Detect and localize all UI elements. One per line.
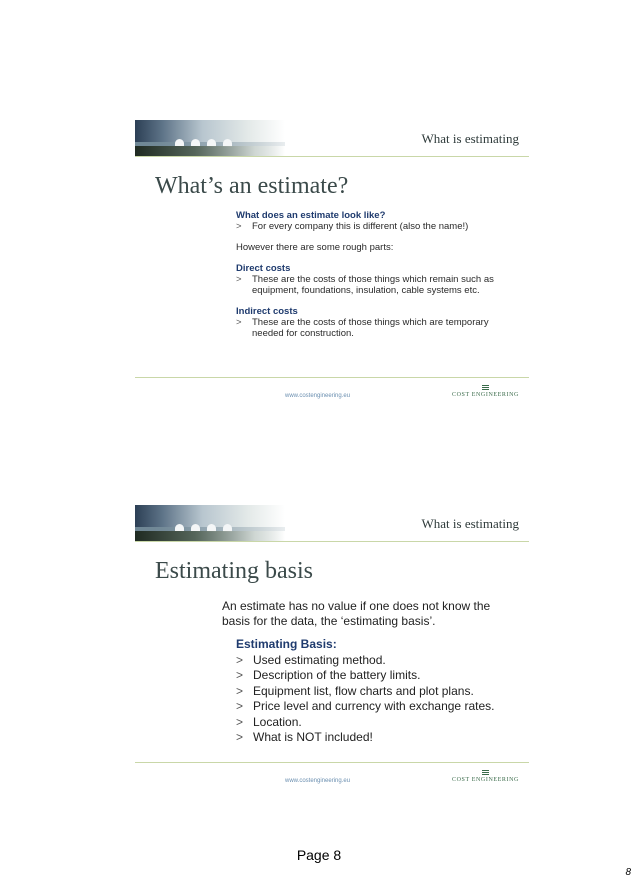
list-item: > What is NOT included! [236,730,529,746]
footer-divider [135,377,529,378]
bullet-item: > For every company this is different (also the name!) [236,221,511,232]
list-heading: Estimating Basis: [236,637,337,651]
page-number: 8 [625,867,631,878]
question-heading: What does an estimate look like? [236,210,386,221]
page-label: Page 8 [296,847,342,863]
logo-mark-icon [482,385,489,391]
slide-title: Estimating basis [155,558,313,584]
footer-url: www.costengineering.eu [285,778,351,784]
banner-title: What is estimating [421,131,519,146]
list-item: > Equipment list, flow charts and plot plans. [236,684,529,700]
footer-divider [135,762,529,763]
bullet-item: > These are the costs of those things which remain such as equipment, foundations, insulation, cable systems etc. [236,274,511,296]
list-item: > Location. [236,715,529,731]
list-item: > Price level and currency with exchange rates. [236,699,529,715]
estimating-basis-list [236,637,529,746]
list-item: > Description of the battery limits. [236,668,529,684]
bullet-item: > These are the costs of those things which are temporary needed for construction. [236,317,511,339]
however-text: However there are some rough parts: [236,242,394,253]
industrial-photo [135,120,285,156]
slide-whats-an-estimate [135,120,529,399]
cost-engineering-logo: COST ENGINEERING [452,385,519,398]
slide-banner [135,505,529,542]
indirect-costs-heading: Indirect costs [236,306,298,317]
slide-title: What’s an estimate? [155,173,349,199]
intro-text: An estimate has no value if one does not know the basis for the data, the ‘estimating basis’. [222,599,491,628]
slide-estimating-basis [135,505,529,784]
cost-engineering-logo: COST ENGINEERING [452,770,519,783]
list-item: > Used estimating method. [236,653,529,669]
logo-mark-icon [482,770,489,776]
banner-title: What is estimating [421,516,519,531]
industrial-photo [135,505,285,541]
direct-costs-heading: Direct costs [236,263,291,274]
slide-banner [135,120,529,157]
footer-url: www.costengineering.eu [285,393,351,399]
slide-content [236,210,511,339]
